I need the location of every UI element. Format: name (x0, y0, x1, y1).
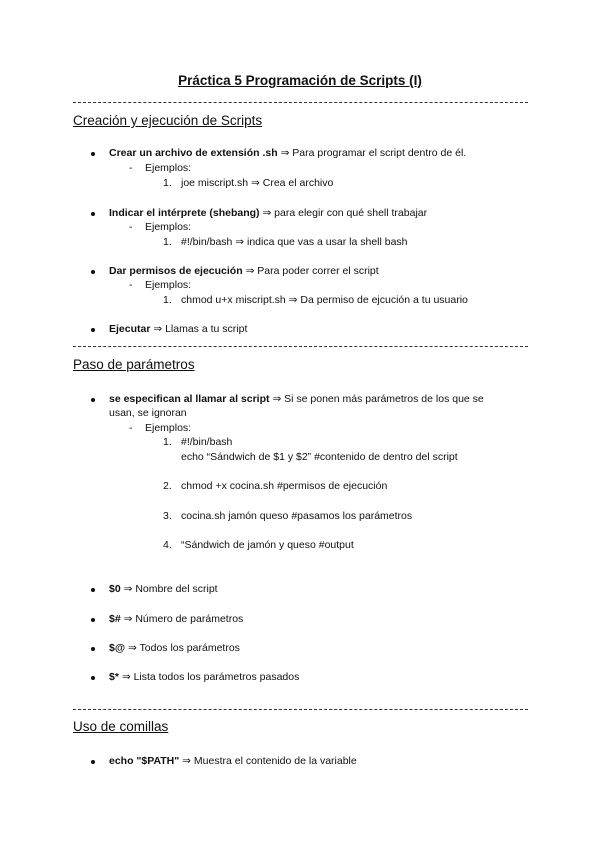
list-item (109, 671, 299, 683)
bullet-icon (91, 212, 95, 216)
example-text: joe miscript.sh ⇒ Crea el archivo (181, 177, 334, 189)
example-text: “Sándwich de jamón y queso #output (181, 539, 354, 551)
item-text: ⇒ Si se ponen más parámetros de los que se (272, 393, 484, 405)
section-heading-comillas: Uso de comillas (73, 719, 169, 734)
item-bold: Ejecutar (109, 323, 151, 335)
item-bold: $0 (109, 583, 121, 595)
list-item (109, 147, 466, 159)
list-item (109, 393, 484, 405)
example-number: 1. (163, 436, 172, 448)
item-bold: Indicar el intérprete (shebang) (109, 207, 260, 219)
item-text: ⇒ Lista todos los parámetros pasados (121, 671, 300, 683)
item-bold: $@ (109, 642, 126, 654)
item-text: ⇒ Para poder correr el script (245, 265, 379, 277)
bullet-icon (91, 760, 95, 764)
ejemplos-label: Ejemplos: (145, 279, 192, 291)
dash-marker: - (129, 422, 133, 434)
item-bold: echo "$PATH" (109, 755, 180, 767)
item-text-continued: usan, se ignoran (109, 407, 187, 419)
item-text: ⇒ Llamas a tu script (153, 323, 248, 335)
list-item (109, 323, 247, 335)
bullet-icon (91, 618, 95, 622)
bullet-icon (91, 647, 95, 651)
item-bold: $* (109, 671, 119, 683)
bullet-icon (91, 676, 95, 680)
divider (73, 346, 528, 347)
list-item (109, 642, 240, 654)
example-text: echo “Sándwich de $1 y $2” #contenido de dentro del script (181, 451, 458, 463)
list-item (109, 265, 379, 277)
example-text: #!/bin/bash ⇒ indica que vas a usar la shell bash (181, 236, 408, 248)
bullet-icon (91, 152, 95, 156)
example-text: cocina.sh jamón queso #pasamos los parámetros (181, 510, 413, 522)
divider (73, 102, 528, 103)
item-text: ⇒ Nombre del script (123, 583, 218, 595)
item-text: ⇒ Todos los parámetros (128, 642, 240, 654)
example-text: chmod +x cocina.sh #permisos de ejecución (181, 480, 388, 492)
example-text: chmod u+x miscript.sh ⇒ Da permiso de ejcución a tu usuario (181, 294, 468, 306)
bullet-icon (91, 328, 95, 332)
ejemplos-label: Ejemplos: (145, 162, 192, 174)
item-text: ⇒ Para programar el script dentro de él. (280, 147, 467, 159)
list-item (109, 207, 427, 219)
dash-marker: - (129, 162, 133, 174)
ejemplos-label: Ejemplos: (145, 221, 192, 233)
item-bold: $# (109, 613, 121, 625)
item-bold: Crear un archivo de extensión .sh (109, 147, 278, 159)
bullet-icon (91, 270, 95, 274)
item-text: ⇒ Muestra el contenido de la variable (182, 755, 357, 767)
example-number: 4. (163, 539, 172, 551)
example-number: 1. (163, 236, 172, 248)
bullet-icon (91, 398, 95, 402)
bullet-icon (91, 588, 95, 592)
list-item (109, 755, 357, 767)
item-text: ⇒ Número de parámetros (123, 613, 244, 625)
example-text: #!/bin/bash (181, 436, 233, 448)
section-heading-parametros: Paso de parámetros (73, 357, 195, 372)
list-item (109, 583, 218, 595)
section-heading-creacion: Creación y ejecución de Scripts (73, 113, 263, 128)
example-number: 3. (163, 510, 172, 522)
item-bold: se especifican al llamar al script (109, 393, 270, 405)
example-number: 2. (163, 480, 172, 492)
ejemplos-label: Ejemplos: (145, 422, 192, 434)
dash-marker: - (129, 221, 133, 233)
example-number: 1. (163, 294, 172, 306)
dash-marker: - (129, 279, 133, 291)
item-bold: Dar permisos de ejecución (109, 265, 243, 277)
example-number: 1. (163, 177, 172, 189)
page-title: Práctica 5 Programación de Scripts (I) (178, 73, 422, 88)
divider (73, 709, 528, 710)
list-item (109, 613, 243, 625)
item-text: ⇒ para elegir con qué shell trabajar (262, 207, 428, 219)
